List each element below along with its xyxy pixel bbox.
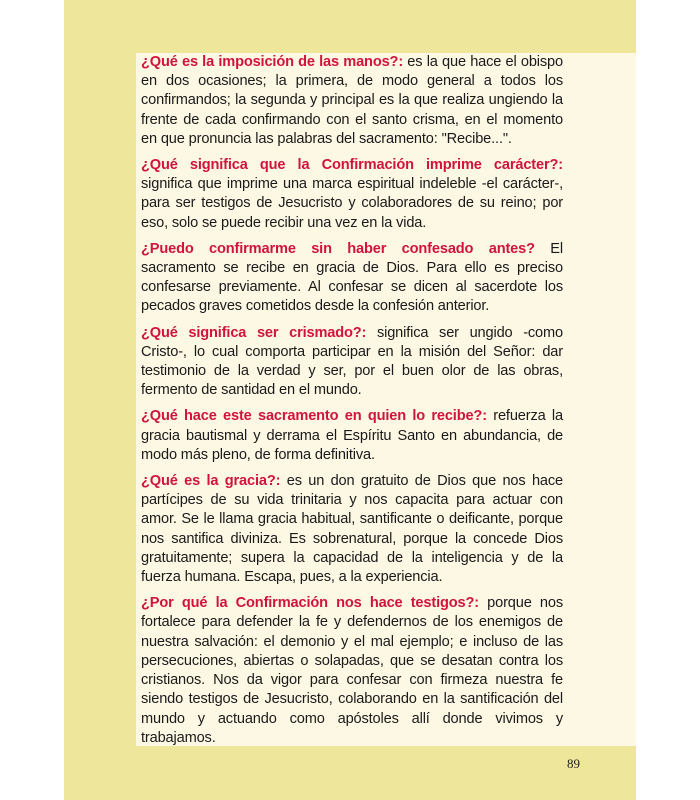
qa-entry-gracia bbox=[141, 472, 563, 587]
qa-entry-efectos bbox=[141, 407, 563, 465]
question-heading: ¿Qué hace este sacramento en quien lo recibe?: bbox=[141, 408, 487, 425]
answer-text: es la que hace el obispo en dos ocasiones; la primera, de modo general a todos los confirmandos; la segunda y principal es la que realiza ungiendo la frente de cada confirmando con el santo crisma, en el momento en que pronuncia las palabras del sacramento: "Recibe...". bbox=[141, 54, 563, 147]
answer-text: porque nos fortalece para defender la fe y defendernos de los enemigos de nuestra salvación: el demonio y el mal ejemplo; e incluso de las persecuciones, abiertas o solapadas, que se desatan contra los cristianos. Nos da vigor para confesar con firmeza nuestra fe siendo testigos de Jesucristo, colaborando en la santificación del mundo y actuando como apóstoles allí donde vivimos y trabajamos. bbox=[141, 595, 564, 746]
qa-text-column bbox=[141, 53, 563, 755]
question-heading: ¿Puedo confirmarme sin haber confesado antes? bbox=[141, 240, 535, 257]
answer-text: El sacramento se recibe en gracia de Dios. Para ello es preciso confesarse previamente. Al confesar se dicen al sacerdote los pecados graves cometidos desde la confesión anterior. bbox=[141, 240, 563, 315]
qa-entry-testigos bbox=[141, 594, 563, 748]
qa-entry-confesion bbox=[141, 240, 563, 317]
answer-text: significa que imprime una marca espiritual indeleble -el carácter-, para ser testigos de Jesucristo y colaboradores de su reino; por eso, solo se puede recibir una vez en la vida. bbox=[141, 176, 563, 231]
qa-entry-crismado bbox=[141, 324, 563, 401]
answer-text: refuerza la gracia bautismal y derrama el Espíritu Santo en abundancia, de modo más pleno, de forma definitiva. bbox=[141, 408, 563, 463]
question-heading: ¿Qué significa que la Confirmación imprime carácter?: bbox=[141, 157, 563, 174]
qa-entry-caracter bbox=[141, 156, 563, 233]
question-heading: ¿Por qué la Confirmación nos hace testigos?: bbox=[141, 595, 479, 612]
question-heading: ¿Qué es la imposición de las manos?: bbox=[141, 54, 404, 70]
answer-text: es un don gratuito de Dios que nos hace partícipes de su vida trinitaria y nos capacita para actuar con amor. Se le llama gracia habitual, santificante o deificante, porque nos santifica diviniza. Es sobrenatural, porque la concede Dios gratuitamente; supera la capacidad de la inteligencia y de la fuerza humana. Escapa, pues, a la experiencia. bbox=[141, 473, 563, 586]
question-heading: ¿Qué es la gracia?: bbox=[141, 473, 281, 490]
page-number: 89 bbox=[567, 756, 580, 771]
question-heading: ¿Qué significa ser crismado?: bbox=[141, 324, 367, 341]
qa-entry-imposicion bbox=[141, 53, 563, 149]
answer-text: significa ser ungido -como Cristo-, lo cual comporta participar en la misión del Señor: dar testimonio de la verdad y ser, por el buen olor de las obras, fermento de santidad en el mundo. bbox=[141, 324, 563, 399]
